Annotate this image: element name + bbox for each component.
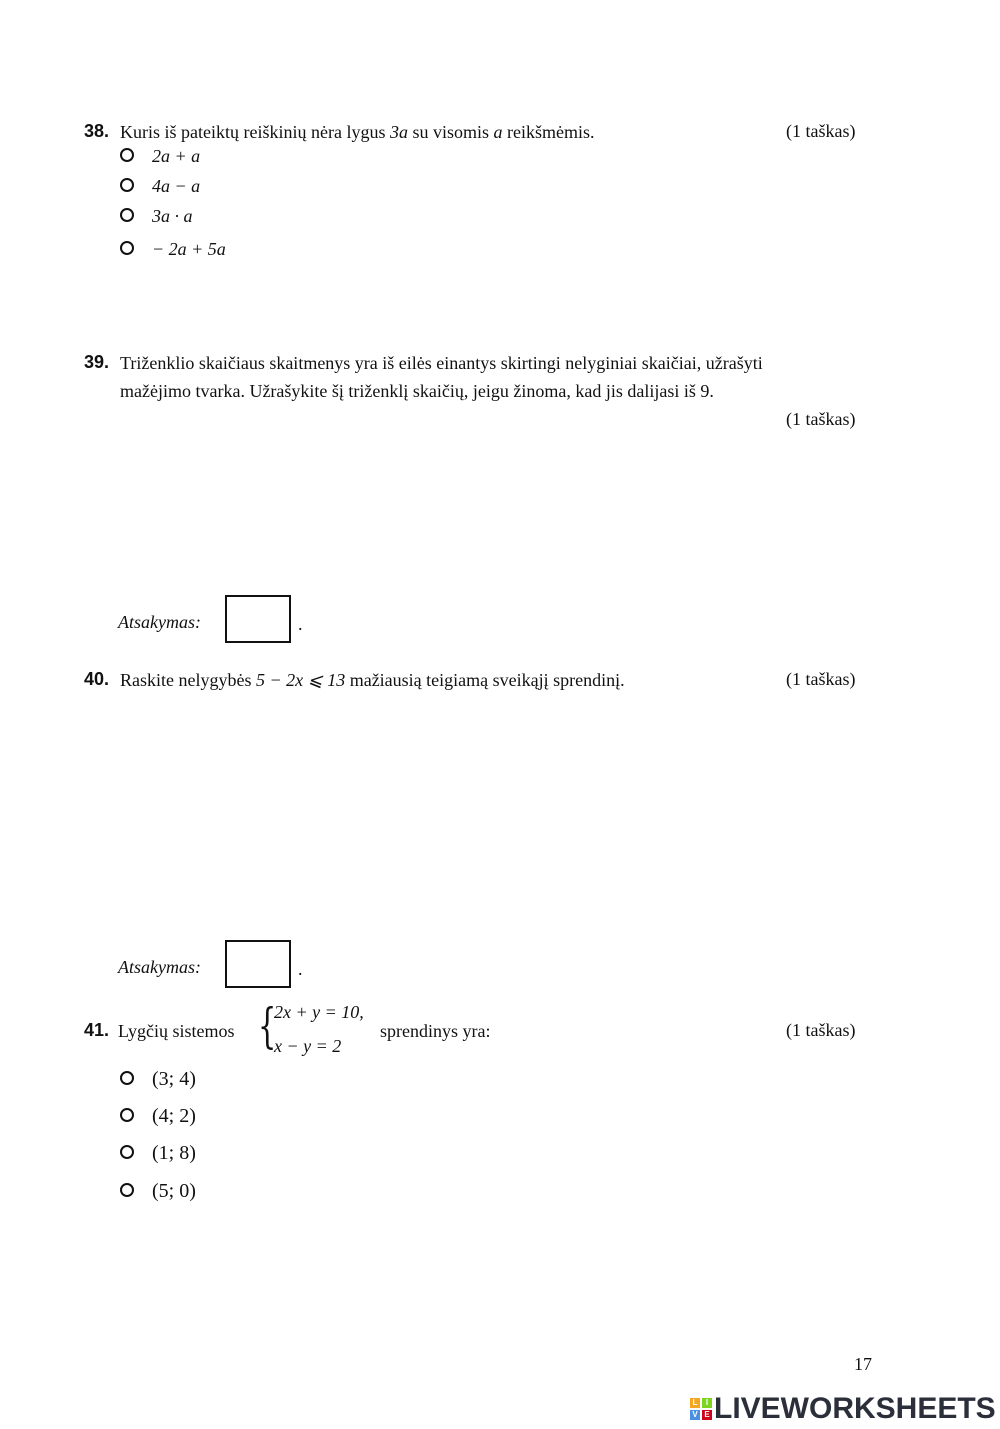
q38-option-2[interactable]	[120, 176, 200, 197]
radio-circle-icon[interactable]	[120, 1145, 134, 1159]
q41-option-4-label: (5; 0)	[152, 1180, 196, 1202]
q41-option-3-label: (1; 8)	[152, 1142, 196, 1164]
q39-number: 39.	[84, 352, 110, 372]
q40-inequality: 5 − 2x ⩽ 13	[255, 670, 346, 690]
radio-circle-icon[interactable]	[120, 1108, 134, 1122]
q38-option-1-label: 2a + a	[152, 146, 201, 166]
radio-circle-icon[interactable]	[120, 241, 134, 255]
q41-points: (1 taškas)	[786, 1020, 856, 1040]
q38-number: 38.	[84, 121, 110, 141]
radio-circle-icon[interactable]	[120, 178, 134, 192]
liveworksheets-logo	[690, 1392, 996, 1426]
logo-block-i: I	[702, 1398, 712, 1408]
radio-circle-icon[interactable]	[120, 1183, 134, 1197]
q38-option-4[interactable]	[120, 239, 226, 260]
q38-option-1[interactable]	[120, 146, 200, 167]
q41-option-2[interactable]	[120, 1105, 196, 1128]
q41-option-1[interactable]	[120, 1068, 196, 1091]
page-number: 17	[854, 1354, 872, 1374]
q41-option-1-label: (3; 4)	[152, 1068, 196, 1090]
logo-mark-icon	[690, 1398, 712, 1420]
q38-points: (1 taškas)	[786, 121, 856, 141]
q38-option-3-label: 3a · a	[152, 206, 193, 226]
q39-answer-input[interactable]	[225, 595, 291, 643]
q38-option-3[interactable]	[120, 206, 193, 227]
q39-points: (1 taškas)	[786, 409, 856, 429]
q39-answer-suffix: .	[298, 614, 303, 634]
q41-option-2-label: (4; 2)	[152, 1105, 196, 1127]
q41-text-after: sprendinys yra:	[380, 1021, 491, 1041]
q40-points: (1 taškas)	[786, 669, 856, 689]
q38-option-2-label: 4a − a	[152, 176, 201, 196]
q41-option-3[interactable]	[120, 1142, 196, 1165]
q41-number: 41.	[84, 1020, 110, 1040]
q39-answer-label: Atsakymas:	[118, 612, 201, 632]
q39-line-1: Triženklio skaičiaus skaitmenys yra iš eilės einantys skirtingi nelyginiai skaičiai, užrašyti	[120, 353, 763, 373]
system-brace-icon: {	[258, 998, 277, 1054]
logo-text: LIVEWORKSHEETS	[714, 1392, 996, 1425]
radio-circle-icon[interactable]	[120, 148, 134, 162]
q41-eq-1: 2x + y = 10,	[274, 1002, 364, 1022]
q38-text-middle: su visomis	[407, 122, 494, 142]
q41-text-before: Lygčių sistemos	[118, 1021, 235, 1041]
q38-var: a	[493, 122, 503, 142]
q38-text-before: Kuris iš pateiktų reiškinių nėra lygus	[120, 122, 390, 142]
q40-text-before: Raskite nelygybės	[120, 670, 256, 690]
q38-question	[120, 118, 595, 146]
q41-option-4[interactable]	[120, 1180, 196, 1203]
q41-eq-2: x − y = 2	[274, 1036, 342, 1056]
q39-line-2: mažėjimo tvarka. Užrašykite šį triženklį skaičių, jeigu žinoma, kad jis dalijasi iš 9.	[120, 381, 714, 401]
q40-text-after: mažiausią teigiamą sveikąjį sprendinį.	[345, 670, 625, 690]
q38-expr: 3a	[389, 122, 408, 142]
q38-text-after: reikšmėmis.	[502, 122, 595, 142]
q40-answer-label: Atsakymas:	[118, 957, 201, 977]
q38-option-4-label: − 2a + 5a	[152, 239, 226, 259]
q40-answer-input[interactable]	[225, 940, 291, 988]
logo-block-l: L	[690, 1398, 700, 1408]
radio-circle-icon[interactable]	[120, 208, 134, 222]
logo-block-v: V	[690, 1410, 700, 1420]
q40-number: 40.	[84, 669, 110, 689]
q40-answer-suffix: .	[298, 959, 303, 979]
radio-circle-icon[interactable]	[120, 1071, 134, 1085]
logo-block-e: E	[702, 1410, 712, 1420]
q40-question	[120, 666, 625, 694]
